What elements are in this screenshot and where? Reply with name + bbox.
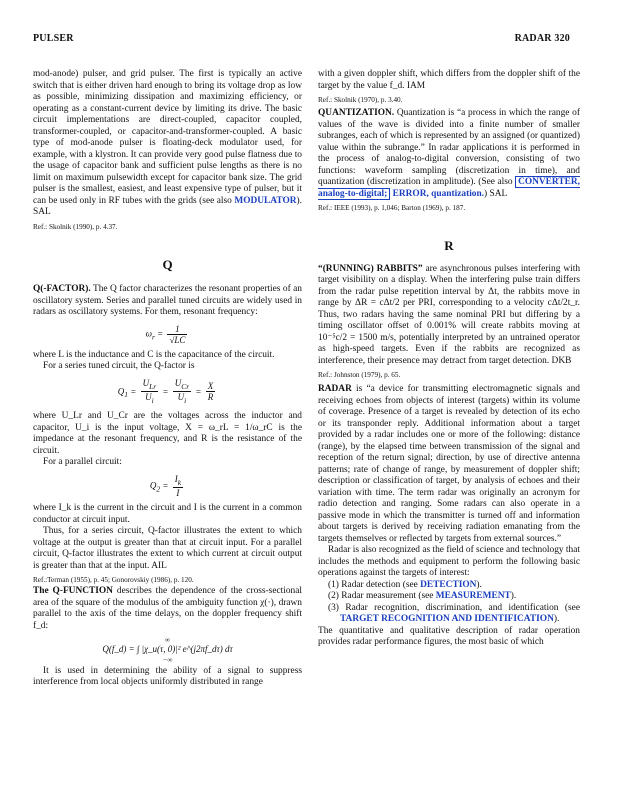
rabbits-reference: Ref.: Johnston (1979), p. 65. [318,371,401,379]
eq2-f2-num: U [174,377,182,388]
qfunction-text: describes the dependence of the cross-sectional area of the square of the modulus of the ambiguity function χ(·), drawn parallel to the axis of the time delays, on the doppler frequency shift f_d: [33,586,302,631]
pulser-text: mod-anode) pulser, and grid pulser. The first is typically an active switch that is either driven hard enough to bring its voltage drop as low as possible, minimizing dissipation and maximizing efficiency, or operating as a constant-current device by limiting its drive. The basic circuit implementations are direct-coupled, capacitor coupled, transformer-coupled, or capacitor-and-transformer-coupled. A basic type of mod-anode pulser is floating-deck modulator used, for example, with a klystron. It can provide very good pulse flatness due to the usage of capacitor bank and sufficient pulse lengths as there is no limit on maximum pulsewidth except for capacitor bank size. The grid pulser is the smallest, easiest, and least expensive type of pulser, but it can be used only in RF tubes with the grids (see also [33,69,302,206]
section-letter-q: Q [162,256,173,272]
eq2-f1-den-sub: i [151,396,154,406]
eq4-lhs: Q [102,644,109,655]
list-item [318,591,580,603]
qfunction-term: The Q-FUNCTION [33,586,113,597]
list-text: Radar recognition, discrimination, and identification (see [345,602,580,613]
eq1-num: 1 [167,324,187,335]
eq2-f2-num-sub: Cr [181,381,190,391]
radar-paragraph-2: Radar is also recognized as the field of science and technology that includes the methods and equipment to perform the following basic operations against the targets of interest: [318,545,580,578]
eq1-fraction [167,324,187,345]
list-item [318,580,580,592]
eq3-den: I [176,488,180,499]
section-letter-r: R [444,238,454,253]
eq2-f1-num: U [142,377,150,388]
continuation-paragraph: with a given doppler shift, which differs from the doppler shift of the target by the value f_d. IAM [318,69,580,91]
left-column [33,69,302,689]
list-num: (3) [328,602,339,613]
list-num: (2) [328,591,339,601]
list-tail: ). [510,591,517,601]
q-after-eq1: where L is the inductance and C is the capacitance of the circuit. [33,349,275,360]
list-num: (1) [328,579,339,590]
q-series-intro: For a series tuned circuit, the Q-factor is [43,361,195,371]
eq2-f3-num: X [207,381,214,392]
qfactor-paragraph [33,284,302,319]
quantization-text: Quantization is “a process in which the range of values of the wave is divided into a finite number of smaller subranges, each of which is represented by an assigned (or quantized) value within the subrange.” In radar applications it is performed in the process of analog-to-digital conversion, consisting of two functions: waveform sampling (discretization in time), and quantization (discretization in amplitude). (See also [318,108,580,187]
measurement-link[interactable]: MEASUREMENT [435,591,511,601]
list-text: Radar measurement (see [341,591,436,601]
eq1-omega: ω [145,328,152,339]
qfunction-paragraph [33,586,302,632]
radar-paragraph [318,384,580,545]
converter-link[interactable]: CONVERTER, analog-to-digital; [318,177,580,199]
eq2-sub: 1 [124,389,128,399]
q-thus-paragraph: Thus, for a series circuit, Q-factor illustrates the extent to which voltage at the output is greater than that at circuit input. For a parallel circuit, Q-factor illustrates the extent to which current at circuit output is greater than that at the input. AIL [33,526,302,571]
eq3-sub: 2 [156,483,161,493]
list-text: Radar detection (see [341,579,421,590]
equation-resonant-frequency: $\omega_r$ = $\frac{1}{√LC}$ [145,323,186,345]
eq4-upper-limit: ∞ [165,636,170,645]
list-item [318,603,580,626]
eq3-fraction [173,474,183,499]
eq2-f2-den: U [177,392,185,403]
eq3-num: I [174,473,178,484]
continuation-reference: Ref.: Skolnik (1970), p. 3.40. [318,96,403,104]
qfactor-term: Q(-FACTOR). [33,284,91,294]
eq3-num-sub: k [177,477,182,487]
rabbits-term: “(RUNNING) RABBITS” [318,263,423,274]
eq1-den: √LC [169,334,186,345]
detection-link[interactable]: DETECTION [420,579,477,590]
eq2-f3-den: R [207,392,214,403]
quantization-author: ) SAL [484,188,508,199]
equation-parallel-q: $Q_2$ = $\frac{I_k}{I}$ [149,473,182,499]
eq3-q: Q [149,480,157,491]
equation-series-q: $Q_1$ = $\frac{U_{Lr}}{U_i}$ = $\frac{U_{Cr}}{U_i}$ = $\frac{X}{R}$ [117,377,214,406]
eq2-f1-num-sub: Lr [149,381,157,391]
quantization-term: QUANTIZATION. [318,108,395,118]
equation-qfunction [33,636,302,664]
radar-term: RADAR [318,384,352,394]
running-header-right: RADAR 320 [514,33,570,44]
eq4-line [33,644,302,656]
running-header-left: PULSER [33,33,74,44]
eq2-f2-den-sub: i [184,396,187,406]
quantization-paragraph [318,108,580,200]
eq2-frac2 [173,378,191,407]
pulser-author: ). SAL [33,195,302,217]
pulser-reference: Ref.: Skolnik (1990), p. 4.37. [33,222,118,231]
error-quantization-link[interactable]: ERROR, quantization. [392,188,485,199]
eq1-sub: r [151,331,155,341]
q-reference: Ref.:Terman (1955), p. 45; Gonorovskiy (1986), p. 120. [33,576,194,585]
quantization-reference: Ref.: IEEE (1993), p. 1,046; Barton (1969), p. 187. [318,204,466,212]
rabbits-text: are asynchronous pulses interfering with target visibility on a display. When the interfering pulse train differs from the radar pulse repetition interval by Δt, the rabbits move in range by ΔR = cΔt/2 per PRI, corresponding to a velocity cΔt/2t_r. Thus, two radars having the same nominal PRI but differing by a timing oscillator offset of 0.001% will create rabbits moving at 10⁻⁵c/2 = 1500 m/s, potentially interpreted by an untrained operator as high-speed targets. Even if the rabbits are recognized as interference, their presence may detract from target detection. DKB [318,263,581,366]
q-after-eq2: where U_Lr and U_Cr are the voltages across the inductor and capacitor, U_i is the input voltage, X = ω_rL = 1/ω_rC is the impedance at the resonant frequency, and R is the resistance of the circuit. [33,411,302,456]
rabbits-paragraph [318,264,580,368]
q-parallel-intro: For a parallel circuit: [43,457,122,468]
target-recognition-link[interactable]: TARGET RECOGNITION AND IDENTIFICATION [340,614,554,624]
eq2-q: Q [117,385,125,396]
eq4-lower-limit: −∞ [162,655,173,664]
qfunction-after: It is used in determining the ability of a signal to suppress interference from local objects uniformly distributed in range [33,665,302,688]
eq2-frac1 [141,378,159,407]
list-tail: ). [553,614,560,624]
list-tail: ). [476,579,482,590]
pulser-paragraph [33,69,302,219]
eq2-f1-den: U [145,392,152,403]
radar-final-paragraph: The quantitative and qualitative description of radar operation provides radar performance figures, the most basic of which [318,625,580,647]
eq2-frac3 [206,381,216,402]
modulator-link[interactable]: MODULATOR [234,195,297,206]
eq4-body: (f_d) = ∫ |χ_u(τ, 0)|² e^(j2πf_dτ) dτ [108,644,233,655]
operations-list [318,580,580,626]
q-after-eq3: where I_k is the current in the circuit and I is the current in a common conductor at circuit input. [33,503,302,525]
right-column [318,69,580,649]
radar-text: is “a device for transmitting electromagnetic signals and receiving echoes from objects of interest (targets) within its volume of coverage. Presence of a target is revealed by detection of its echo or its transponder reply. Additional information about a target provided by a radar includes one or more of the following: distance (range), by the elapsed time between transmission of the signal and reception of the return signal; direction, by use of directive antenna patterns; rate of change of range, by measurement of doppler shift; description or classification of target, by analysis of echoes and their variation with time. The term radar was originally an acronym for radio detection and ranging. Some radars can also operate in a passive mode in which the transmitter is turned off and information about targets is derived by receiving radiation emanating from the targets themselves or reflected by targets from external sources.” [318,384,580,544]
qfactor-text: The Q factor characterizes the resonant properties of an oscillatory system. Series and parallel tuned circuits are widely used in radars as oscillatory systems. For them, resonant frequency: [33,284,302,317]
